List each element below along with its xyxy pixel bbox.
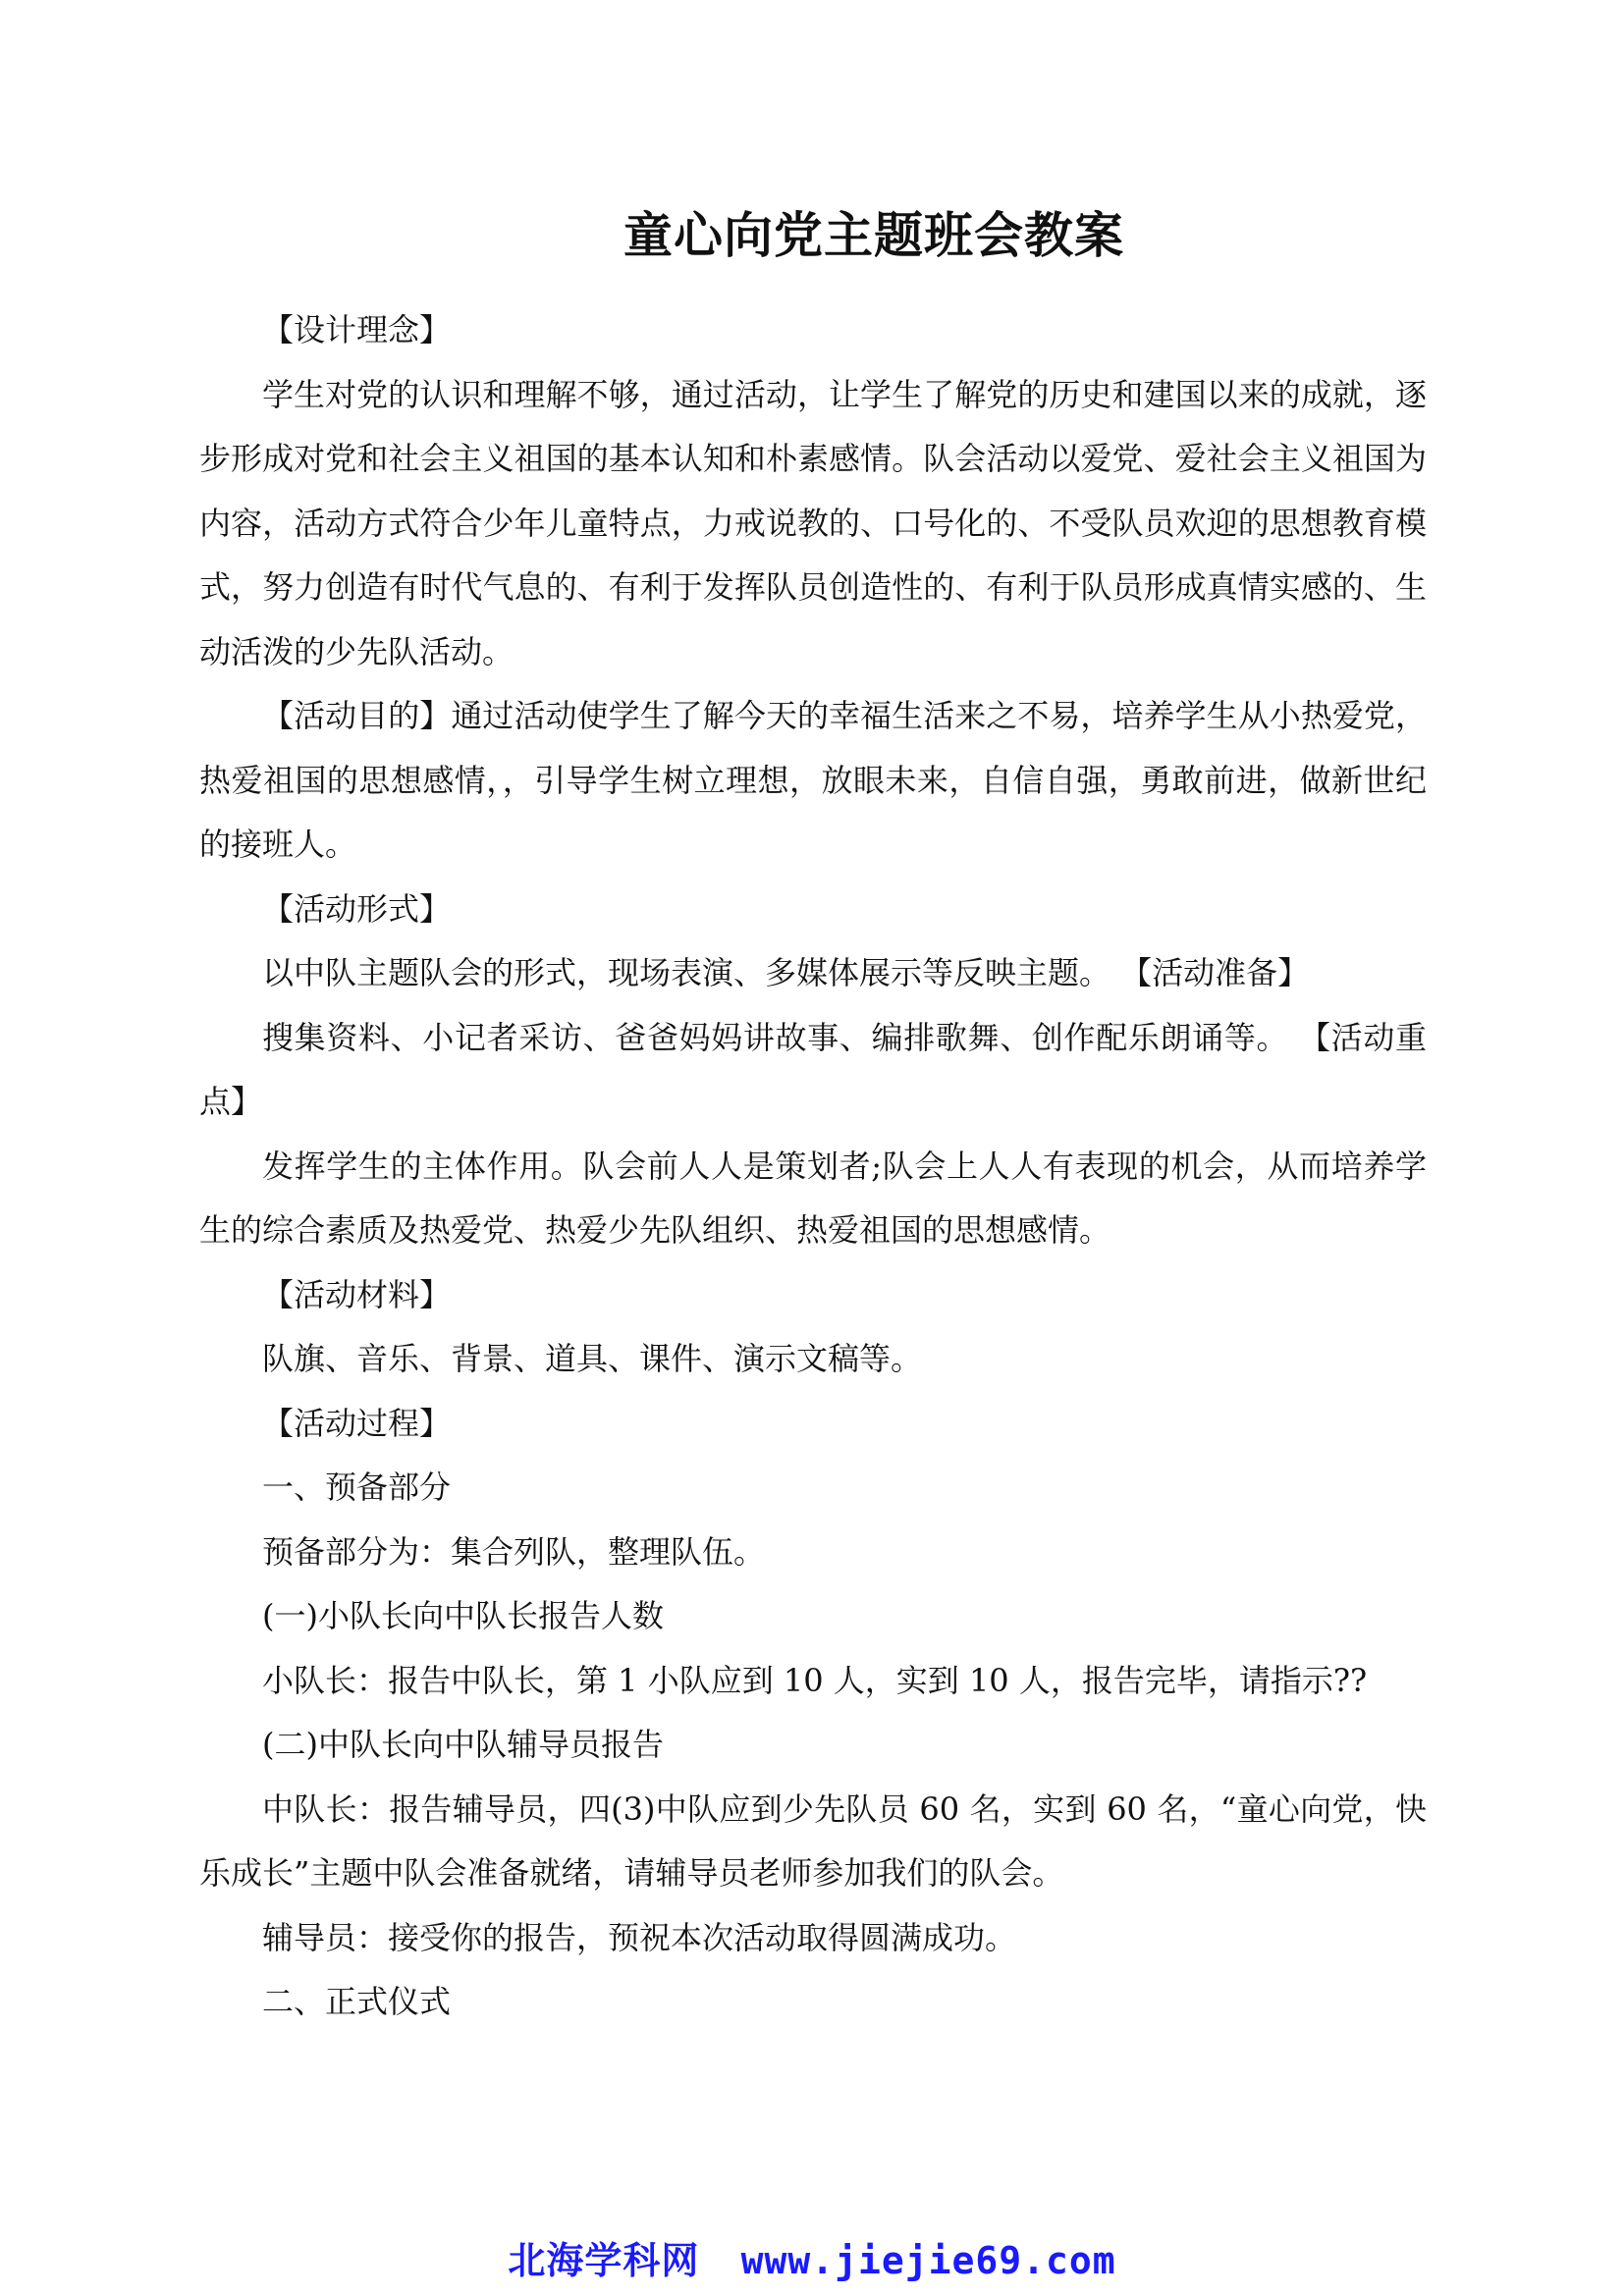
footer-watermark xyxy=(0,2230,1624,2284)
paragraph-captain-report: 中队长：报告辅导员，四(3)中队应到少先队员 60 名，实到 60 名，“童心向党，快乐成长”主题中队会准备就绪，请辅导员老师参加我们的队会。 xyxy=(199,1789,1427,1892)
paragraph-activity-purpose: 【活动目的】通过活动使学生了解今天的幸福生活来之不易，培养学生从小热爱党，热爱祖国的思想感情，，引导学生树立理想，放眼未来，自信自强，勇敢前进，做新世纪的接班人。 xyxy=(199,697,1427,863)
paragraph-activity-focus: 发挥学生的主体作用。队会前人人是策划者;队会上人人有表现的机会，从而培养学生的综合素质及热爱党、热爱少先队组织、热爱祖国的思想感情。 xyxy=(199,1147,1427,1249)
footer-site-url[interactable]: www.jiejie69.com xyxy=(740,2239,1116,2282)
paragraph-materials: 队旗、音乐、背景、道具、课件、演示文稿等。 xyxy=(262,1340,923,1377)
paragraph-design-concept-heading: 【设计理念】 xyxy=(262,311,452,348)
paragraph-preparation-part: 预备部分为：集合列队，整理队伍。 xyxy=(262,1532,766,1571)
document-body xyxy=(199,298,1427,2035)
paragraph-process-heading: 【活动过程】 xyxy=(262,1404,452,1442)
paragraph-activity-preparation: 搜集资料、小记者采访、爸爸妈妈讲故事、编排歌舞、创作配乐朗诵等。 【活动重点】 xyxy=(199,1018,1427,1120)
paragraph-activity-form: 以中队主题队会的形式，现场表演、多媒体展示等反映主题。 【活动准备】 xyxy=(262,954,1310,991)
paragraph-section-one: 一、预备部分 xyxy=(262,1468,452,1506)
paragraph-design-concept: 学生对党的认识和理解不够，通过活动，让学生了解党的历史和建国以来的成就，逐步形成对党和社会主义祖国的基本认知和朴素感情。队会活动以爱党、爱社会主义祖国为内容，活动方式符合少年儿童特点，力戒说教的、口号化的、不受队员欢迎的思想教育模式，努力创造有时代气息的、有利于发挥队员创造性的、有利于队员形成真情实感的、生动活泼的少先队活动。 xyxy=(199,375,1427,670)
paragraph-materials-heading: 【活动材料】 xyxy=(262,1275,452,1313)
paragraph-squad-leader-report: 小队长：报告中队长，第 1 小队应到 10 人，实到 10 人，报告完毕，请指示?? xyxy=(262,1661,1368,1699)
paragraph-section-two: 二、正式仪式 xyxy=(262,1983,452,2020)
paragraph-subsection-one: (一)小队长向中队长报告人数 xyxy=(262,1597,664,1634)
document-title: 童心向党主题班会教案 xyxy=(623,206,1124,264)
footer-site-name: 北海学科网 xyxy=(508,2239,700,2282)
paragraph-activity-form-heading: 【活动形式】 xyxy=(262,889,452,928)
paragraph-subsection-two: (二)中队长向中队辅导员报告 xyxy=(262,1726,664,1763)
paragraph-counselor-reply: 辅导员：接受你的报告，预祝本次活动取得圆满成功。 xyxy=(262,1918,1017,1956)
